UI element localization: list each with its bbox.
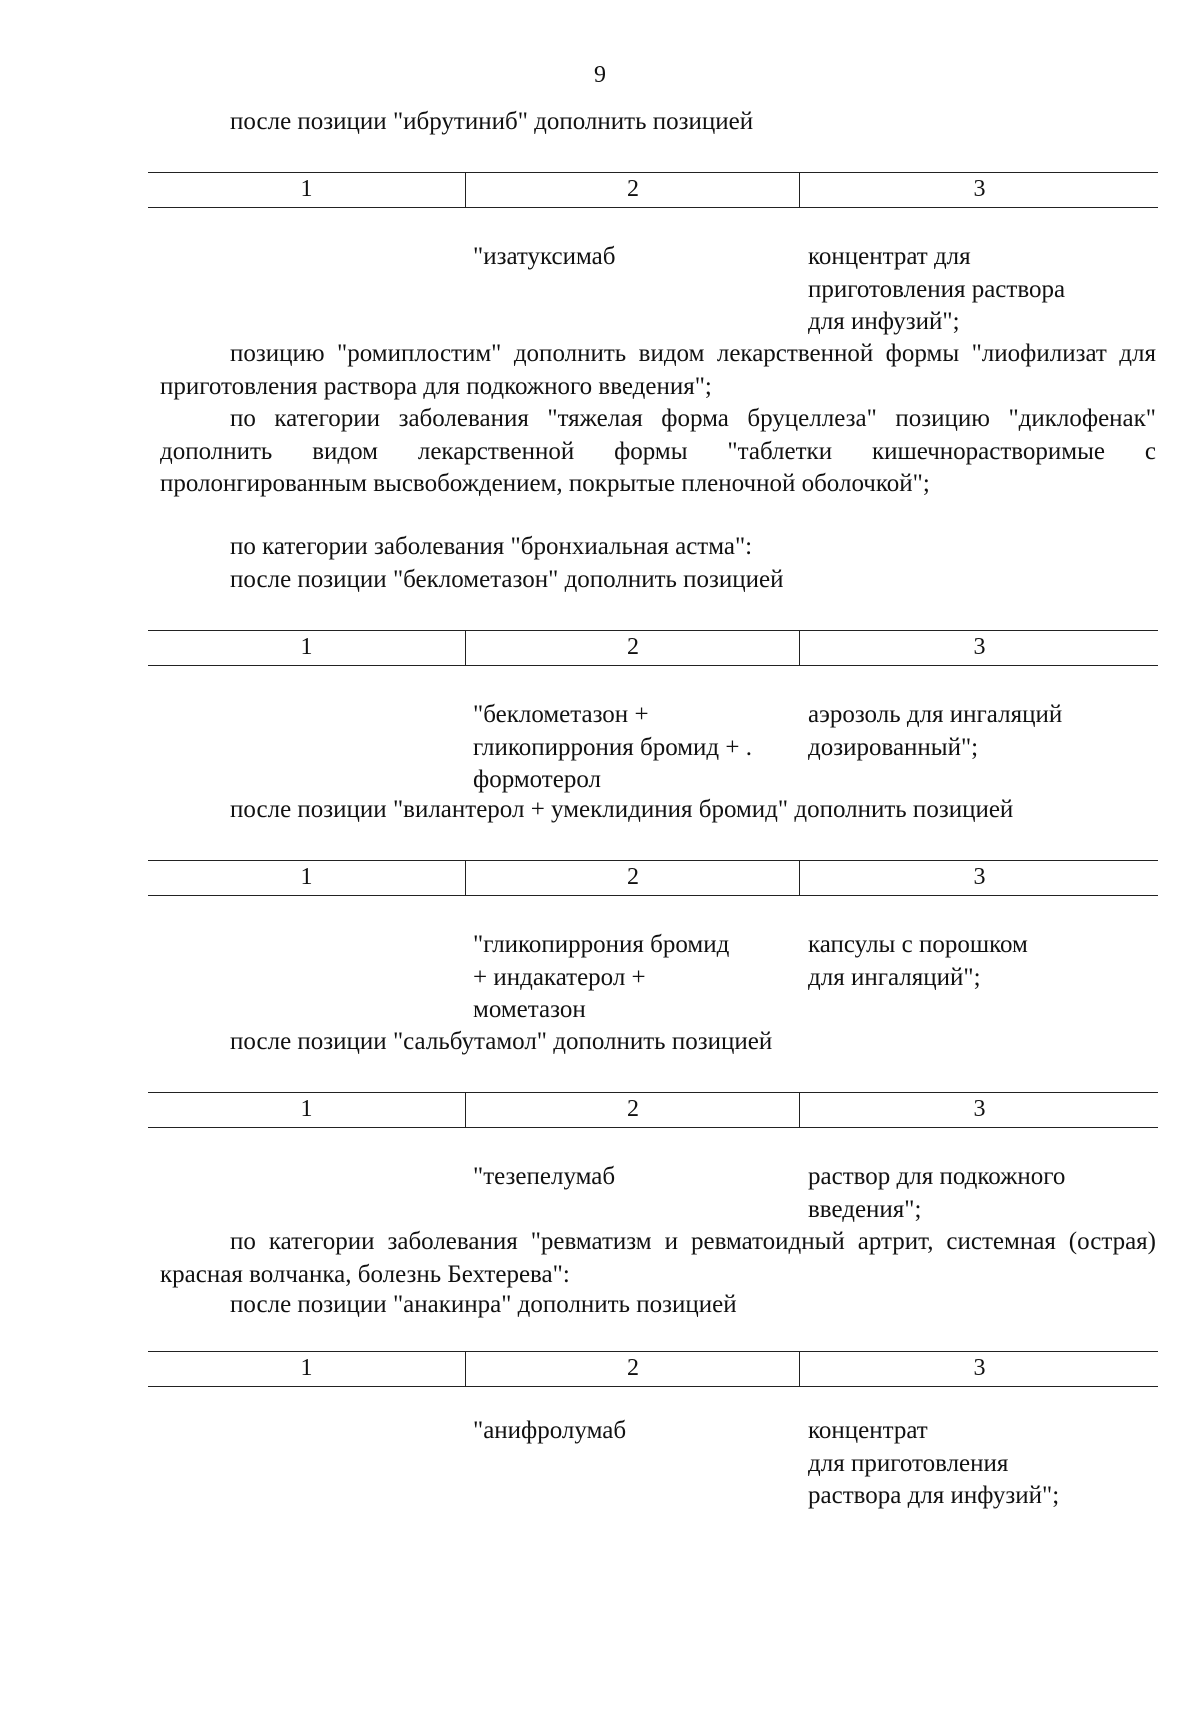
entry-form-line: аэрозоль для ингаляций	[808, 701, 1063, 728]
entry-form-line: введения";	[808, 1195, 922, 1223]
entry-form-line: капсулы с порошком	[808, 931, 1028, 958]
entry-dosage-form	[808, 241, 1158, 339]
entry-drug-name	[473, 241, 793, 274]
entry-drug-name	[473, 1161, 793, 1194]
entry-name-line: гликопиррония бромид + .	[473, 733, 752, 761]
paragraph-romiplostim: позицию "ромиплостим" дополнить видом лекарственной формы "лиофилизат для приготовления раствора для подкожного введения";	[160, 340, 1156, 400]
table-header	[148, 630, 1158, 666]
entry-dosage-form	[808, 929, 1158, 994]
column-header-1: 1	[300, 634, 313, 660]
entry-form-line: для ингаляций";	[808, 963, 981, 991]
entry-form-line: для инфузий";	[808, 308, 960, 335]
instruction-ibrutinib: после позиции "ибрутиниб" дополнить позицией	[230, 108, 754, 135]
entry-form-line: для приготовления	[808, 1449, 1009, 1477]
entry-form-line: раствора для инфузий";	[808, 1482, 1060, 1509]
column-header-1: 1	[300, 176, 313, 202]
entry-name-line: "анифролумаб	[473, 1417, 627, 1444]
entry-name-line: + индакатерол +	[473, 963, 646, 991]
instruction-beclometasone: после позиции "беклометазон" дополнить позицией	[230, 566, 784, 593]
instruction-salbutamol: после позиции "сальбутамол" дополнить позицией	[230, 1028, 773, 1055]
column-header-3: 3	[799, 631, 1159, 665]
entry-dosage-form	[808, 1161, 1158, 1226]
column-header-1: 1	[300, 1096, 313, 1122]
column-header-2: 2	[465, 631, 800, 665]
category-bronchial-asthma: по категории заболевания "бронхиальная астма":	[230, 533, 753, 560]
column-header-2: 2	[465, 1352, 800, 1386]
instruction-vilanterol: после позиции "вилантерол + умеклидиния бромид" дополнить позицией	[230, 796, 1014, 823]
entry-name-line: "гликопиррония бромид	[473, 931, 730, 958]
entry-drug-name	[473, 929, 793, 1027]
table-header	[148, 1092, 1158, 1128]
entry-dosage-form	[808, 699, 1158, 764]
paragraph-rheumatism: по категории заболевания "ревматизм и ревматоидный артрит, системная (острая) красная волчанка, болезнь Бехтерева":	[160, 1228, 1156, 1288]
paragraph-brucellosis: по категории заболевания "тяжелая форма бруцеллеза" позицию "диклофенак" дополнить видом лекарственной формы "таблетки кишечнорастворимые с пролонгированным высвобождением, покрытые пленочной оболочкой";	[160, 405, 1156, 497]
entry-name-line: формотерол	[473, 766, 601, 793]
table-header	[148, 1351, 1158, 1387]
entry-name-line: "беклометазон +	[473, 701, 649, 728]
column-header-3: 3	[799, 1352, 1159, 1386]
entry-form-line: концентрат	[808, 1417, 928, 1444]
page-number: 9	[594, 62, 606, 88]
entry-name-line: "тезепелумаб	[473, 1163, 616, 1190]
column-header-3: 3	[799, 1093, 1159, 1127]
column-header-2: 2	[465, 173, 800, 207]
entry-name-line: "изатуксимаб	[473, 243, 616, 270]
table-header	[148, 172, 1158, 208]
column-header-2: 2	[465, 861, 800, 895]
column-header-1: 1	[300, 1355, 313, 1381]
entry-name-line: мометазон	[473, 996, 586, 1023]
entry-dosage-form	[808, 1415, 1158, 1513]
entry-form-line: дозированный";	[808, 733, 979, 761]
entry-form-line: концентрат для	[808, 243, 971, 270]
entry-form-line: раствор для подкожного	[808, 1163, 1066, 1190]
column-header-2: 2	[465, 1093, 800, 1127]
column-header-3: 3	[799, 173, 1159, 207]
entry-drug-name	[473, 1415, 793, 1448]
entry-form-line: приготовления раствора	[808, 275, 1066, 303]
instruction-anakinra: после позиции "анакинра" дополнить позицией	[230, 1291, 737, 1318]
column-header-3: 3	[799, 861, 1159, 895]
entry-drug-name	[473, 699, 793, 797]
table-header	[148, 860, 1158, 896]
column-header-1: 1	[300, 864, 313, 890]
